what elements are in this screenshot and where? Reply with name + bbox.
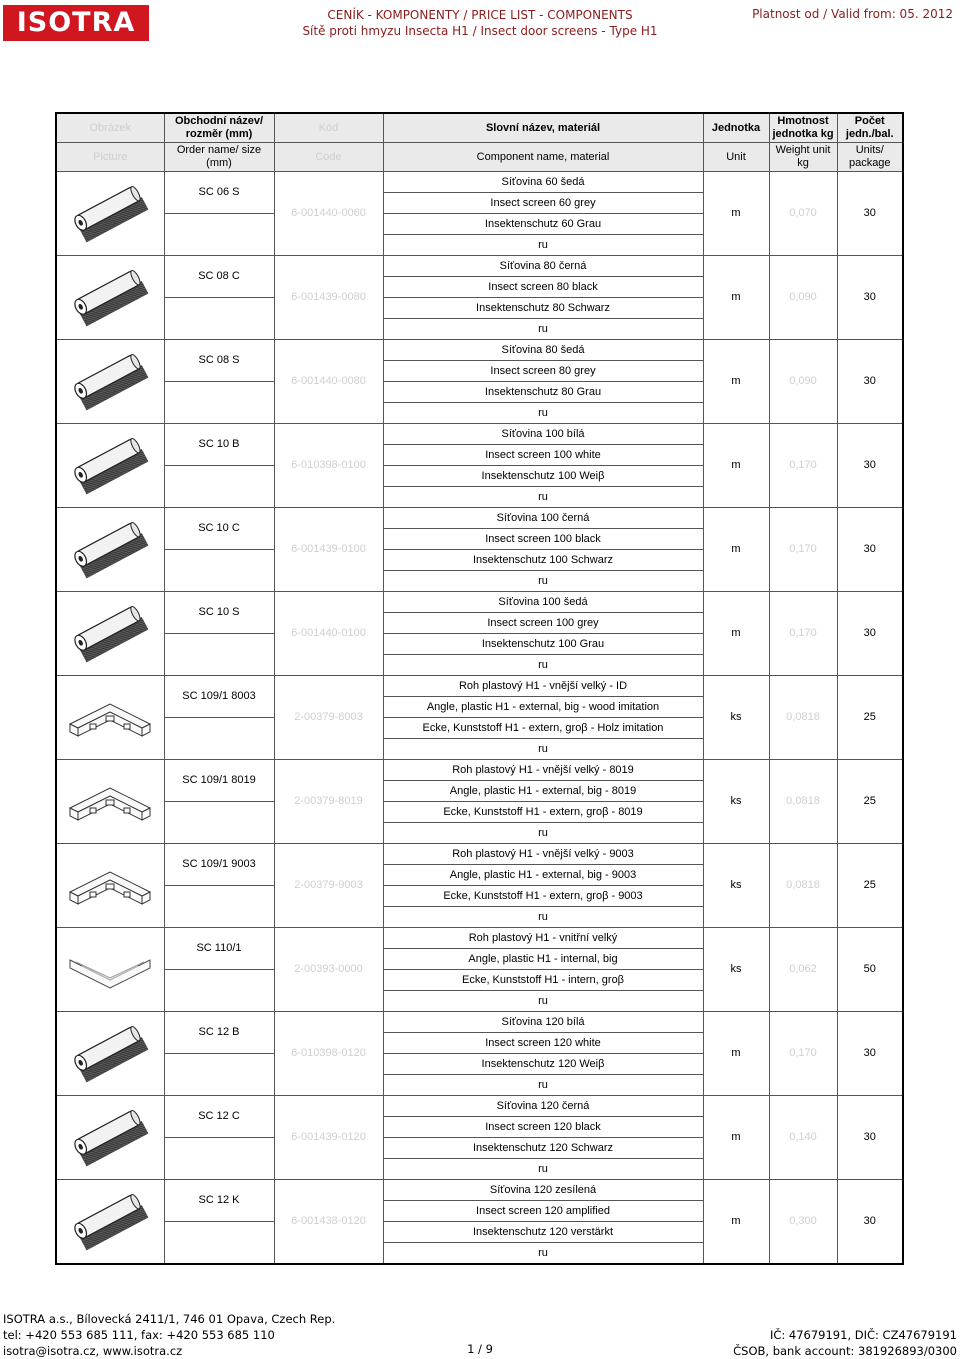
screen-roll-icon [56,1180,164,1265]
units-package-cell: 30 [837,424,903,508]
weight-cell: 0,090 [769,340,837,424]
component-description: Roh plastový H1 - vnější velký - ID [383,676,703,697]
screen-roll-icon [56,1012,164,1096]
internal-corner-icon [56,928,164,1012]
product-code: 6-001438-0120 [274,1180,383,1265]
footer-company-ids [733,1327,957,1359]
component-description: ru [383,991,703,1012]
component-description: Ecke, Kunststoff H1 - extern, groβ - 8019 [383,802,703,823]
table-row [56,256,903,277]
screen-roll-icon [56,424,164,508]
table-row [56,508,903,529]
header-picture-en: Picture [56,143,164,172]
component-description: Ecke, Kunststoff H1 - intern, groβ [383,970,703,991]
component-description: Síťovina 80 šedá [383,340,703,361]
order-name-blank [164,466,274,508]
component-description: ru [383,655,703,676]
product-code: 6-001439-0120 [274,1096,383,1180]
weight-cell: 0,170 [769,1012,837,1096]
component-description: Insektenschutz 120 verstärkt [383,1222,703,1243]
order-name-blank [164,970,274,1012]
order-name: SC 10 B [164,424,274,466]
product-code: 2-00393-0000 [274,928,383,1012]
product-code: 6-001440-0080 [274,340,383,424]
unit-cell: m [703,256,769,340]
order-name-blank [164,1054,274,1096]
component-description: Angle, plastic H1 - external, big - 8019 [383,781,703,802]
order-name: SC 110/1 [164,928,274,970]
order-name-blank [164,550,274,592]
order-name-blank [164,802,274,844]
order-name: SC 08 S [164,340,274,382]
screen-roll-icon [56,172,164,256]
units-package-cell: 30 [837,256,903,340]
component-description: Insektenschutz 80 Grau [383,382,703,403]
weight-cell: 0,140 [769,1096,837,1180]
table-row [56,676,903,697]
unit-cell: m [703,508,769,592]
component-description: Insect screen 60 grey [383,193,703,214]
units-package-cell: 25 [837,676,903,760]
component-description: Roh plastový H1 - vnější velký - 8019 [383,760,703,781]
header-order-name-cz: Obchodní název/ rozměr (mm) [164,113,274,143]
component-description: ru [383,403,703,424]
unit-cell: m [703,1180,769,1265]
header-units-package-cz: Počet jedn./bal. [837,113,903,143]
weight-cell: 0,0818 [769,760,837,844]
component-description: Ecke, Kunststoff H1 - extern, groβ - 9003 [383,886,703,907]
component-description: Síťovina 100 bílá [383,424,703,445]
footer-address [3,1311,335,1359]
component-description: Roh plastový H1 - vnitřní velký [383,928,703,949]
footer-ids: IČ: 47679191, DIČ: CZ47679191 [769,1328,957,1342]
component-description: Insektenschutz 60 Grau [383,214,703,235]
unit-cell: ks [703,928,769,1012]
table-row [56,172,903,193]
header-row-bottom [56,143,903,172]
order-name: SC 10 S [164,592,274,634]
plastic-corner-icon [56,676,164,760]
weight-cell: 0,0818 [769,844,837,928]
order-name-blank [164,1138,274,1180]
product-code: 6-001440-0100 [274,592,383,676]
screen-roll-icon [56,1096,164,1180]
component-description: Síťovina 120 černá [383,1096,703,1117]
component-description: Insect screen 100 black [383,529,703,550]
order-name-blank [164,298,274,340]
units-package-cell: 30 [837,172,903,256]
table-row [56,760,903,781]
units-package-cell: 30 [837,592,903,676]
component-description: Síťovina 100 černá [383,508,703,529]
order-name: SC 109/1 8003 [164,676,274,718]
unit-cell: m [703,340,769,424]
weight-cell: 0,062 [769,928,837,1012]
component-description: Insektenschutz 120 Schwarz [383,1138,703,1159]
component-description: Insect screen 100 grey [383,613,703,634]
units-package-cell: 50 [837,928,903,1012]
weight-cell: 0,300 [769,1180,837,1265]
component-description: Insect screen 80 grey [383,361,703,382]
table-row [56,592,903,613]
component-description: Insektenschutz 120 Weiβ [383,1054,703,1075]
footer-phone: tel: +420 553 685 111, fax: +420 553 685 110 [3,1328,275,1342]
weight-cell: 0,170 [769,508,837,592]
table-row [56,1180,903,1201]
title-line-1: CENÍK - KOMPONENTY / PRICE LIST - COMPONENTS [327,8,633,22]
table-row [56,424,903,445]
units-package-cell: 30 [837,508,903,592]
component-description: Insect screen 120 black [383,1117,703,1138]
product-code: 6-001439-0080 [274,256,383,340]
header-row-top [56,113,903,143]
header-component-cz: Slovní název, materiál [383,113,703,143]
table-row [56,1012,903,1033]
component-description: Ecke, Kunststoff H1 - extern, groβ - Holz imitation [383,718,703,739]
order-name: SC 12 C [164,1096,274,1138]
plastic-corner-icon [56,760,164,844]
header-weight-en: Weight unit kg [769,143,837,172]
screen-roll-icon [56,256,164,340]
header-code-en: Code [274,143,383,172]
component-description: ru [383,907,703,928]
header-weight-cz: Hmotnost jednotka kg [769,113,837,143]
valid-from: Platnost od / Valid from: 05. 2012 [752,7,953,21]
product-code: 6-001439-0100 [274,508,383,592]
component-description: Síťovina 120 zesílená [383,1180,703,1201]
order-name: SC 06 S [164,172,274,214]
unit-cell: m [703,424,769,508]
order-name: SC 12 B [164,1012,274,1054]
order-name-blank [164,634,274,676]
product-code: 6-001440-0060 [274,172,383,256]
order-name-blank [164,718,274,760]
component-description: Angle, plastic H1 - external, big - 9003 [383,865,703,886]
order-name: SC 109/1 9003 [164,844,274,886]
order-name-blank [164,886,274,928]
component-description: ru [383,823,703,844]
unit-cell: ks [703,844,769,928]
component-description: Roh plastový H1 - vnější velký - 9003 [383,844,703,865]
plastic-corner-icon [56,844,164,928]
header-picture-cz: Obrázek [56,113,164,143]
unit-cell: ks [703,676,769,760]
component-description: Síťovina 100 šedá [383,592,703,613]
component-description: Angle, plastic H1 - internal, big [383,949,703,970]
page-number: 1 / 9 [467,1342,493,1356]
weight-cell: 0,070 [769,172,837,256]
order-name: SC 109/1 8019 [164,760,274,802]
component-description: Insect screen 80 black [383,277,703,298]
units-package-cell: 30 [837,1012,903,1096]
company-logo: ISOTRA [3,5,149,41]
units-package-cell: 25 [837,760,903,844]
order-name: SC 10 C [164,508,274,550]
component-description: ru [383,235,703,256]
header-component-en: Component name, material [383,143,703,172]
weight-cell: 0,170 [769,592,837,676]
weight-cell: 0,170 [769,424,837,508]
document-title [250,7,710,39]
component-description: ru [383,1075,703,1096]
header-code-cz: Kód [274,113,383,143]
unit-cell: m [703,172,769,256]
component-description: Insektenschutz 100 Schwarz [383,550,703,571]
component-description: Insect screen 100 white [383,445,703,466]
product-code: 6-010398-0100 [274,424,383,508]
price-list-table [55,112,904,1265]
product-code: 6-010398-0120 [274,1012,383,1096]
weight-cell: 0,090 [769,256,837,340]
component-description: Síťovina 60 šedá [383,172,703,193]
table-row [56,844,903,865]
product-code: 2-00379-8003 [274,676,383,760]
screen-roll-icon [56,340,164,424]
screen-roll-icon [56,592,164,676]
table-row [56,928,903,949]
component-description: Insektenschutz 80 Schwarz [383,298,703,319]
header-unit-cz: Jednotka [703,113,769,143]
component-description: ru [383,739,703,760]
units-package-cell: 30 [837,1096,903,1180]
component-description: Insektenschutz 100 Grau [383,634,703,655]
component-description: ru [383,1243,703,1265]
unit-cell: m [703,1096,769,1180]
unit-cell: ks [703,760,769,844]
weight-cell: 0,0818 [769,676,837,760]
header-unit-en: Unit [703,143,769,172]
component-description: ru [383,319,703,340]
component-description: Síťovina 80 černá [383,256,703,277]
order-name: SC 08 C [164,256,274,298]
units-package-cell: 30 [837,1180,903,1265]
component-description: Síťovina 120 bílá [383,1012,703,1033]
component-description: ru [383,487,703,508]
component-description: ru [383,571,703,592]
footer-bank: ČSOB, bank account: 381926893/0300 [733,1344,957,1358]
header-units-package-en: Units/ package [837,143,903,172]
title-line-2: Sítě proti hmyzu Insecta H1 / Insect door screens - Type H1 [302,24,658,38]
unit-cell: m [703,592,769,676]
order-name-blank [164,382,274,424]
header-order-name-en: Order name/ size (mm) [164,143,274,172]
product-code: 2-00379-9003 [274,844,383,928]
order-name-blank [164,214,274,256]
component-description: Insect screen 120 white [383,1033,703,1054]
unit-cell: m [703,1012,769,1096]
footer-company: ISOTRA a.s., Bílovecká 2411/1, 746 01 Opava, Czech Rep. [3,1312,336,1326]
table-row [56,340,903,361]
footer-email: isotra@isotra.cz, www.isotra.cz [3,1344,183,1358]
screen-roll-icon [56,508,164,592]
product-code: 2-00379-8019 [274,760,383,844]
component-description: Insektenschutz 100 Weiβ [383,466,703,487]
units-package-cell: 30 [837,340,903,424]
order-name-blank [164,1222,274,1265]
component-description: Angle, plastic H1 - external, big - wood imitation [383,697,703,718]
table-row [56,1096,903,1117]
component-description: Insect screen 120 amplified [383,1201,703,1222]
component-description: ru [383,1159,703,1180]
order-name: SC 12 K [164,1180,274,1222]
units-package-cell: 25 [837,844,903,928]
